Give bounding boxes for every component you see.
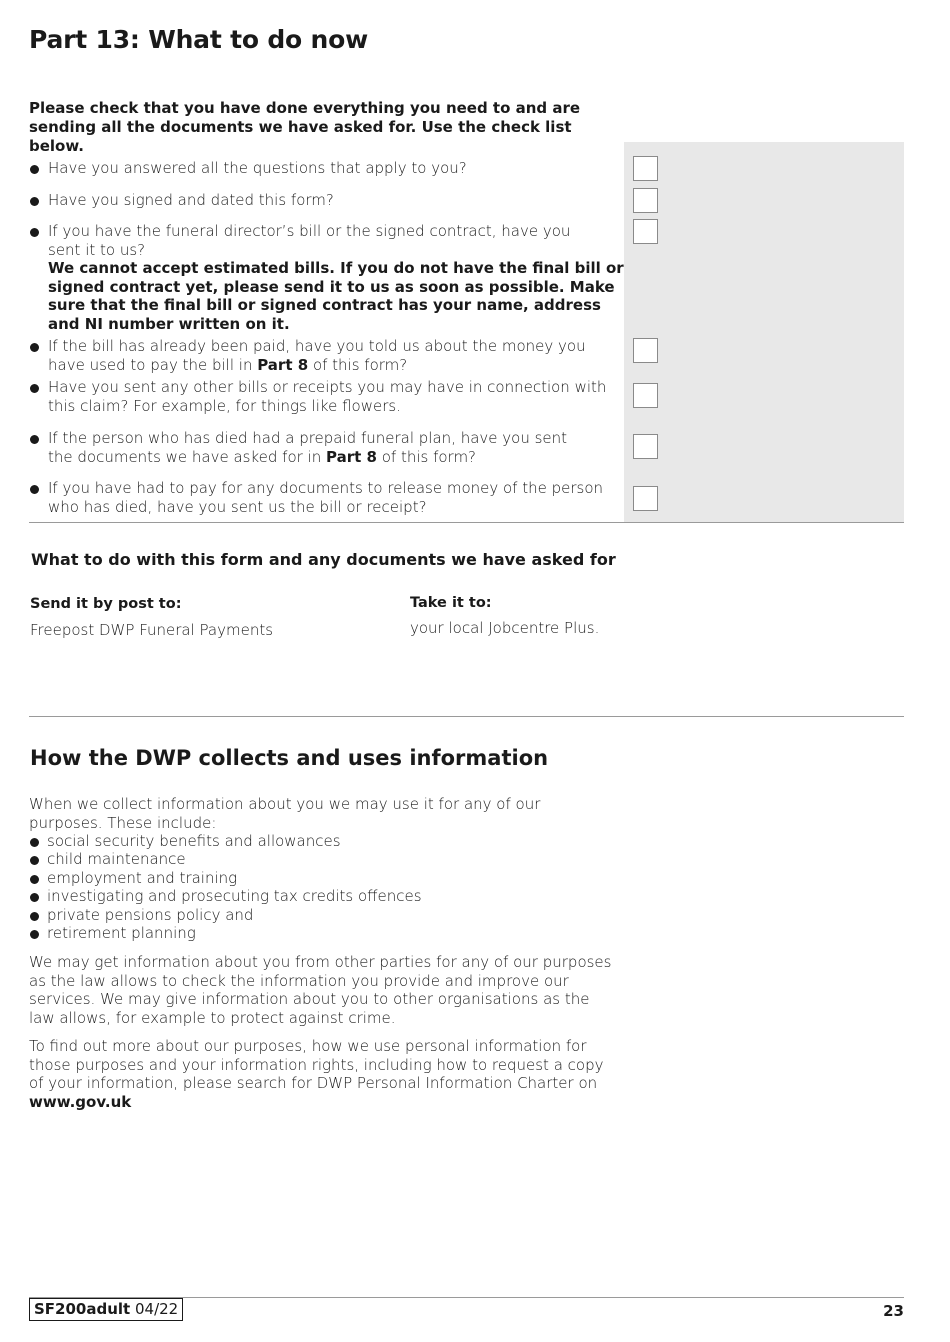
page-number: 23 — [883, 1302, 904, 1320]
take-location: your local Jobcentre Plus. — [410, 619, 600, 637]
dwp-heading: How the DWP collects and uses information — [30, 746, 549, 770]
checkbox-prepaid-plan[interactable] — [633, 434, 658, 459]
bullet-icon — [30, 197, 39, 206]
bullet-icon — [30, 384, 39, 393]
list-item: private pensions policy and — [29, 906, 422, 924]
checklist-item: Have you answered all the questions that apply to you? — [30, 159, 620, 178]
list-item: retirement planning — [29, 924, 422, 942]
take-label: Take it to: — [410, 595, 492, 611]
post-label: Send it by post to: — [30, 596, 182, 612]
dwp-intro: When we collect information about you we may use it for any of our purposes. These include: — [29, 795, 541, 832]
checklist-item: If the person who has died had a prepaid funeral plan, have you sent the documents we have asked for in Part 8 of this form? — [30, 429, 620, 466]
checkbox-signed-dated[interactable] — [633, 188, 658, 213]
divider — [29, 522, 904, 523]
checklist-item: Have you sent any other bills or receipts you may have in connection with this claim? For example, for things like flowers. — [30, 378, 620, 415]
checklist-item: If you have the funeral director’s bill or the signed contract, have you sent it to us? We cannot accept estimated bills. If you do not have the final bill or signed contract yet, please send it to us as soon as possible. Make sure that the final bill or signed contract has your name, address and NI number written on it. — [30, 222, 625, 333]
form-code: SF200adult — [34, 1300, 131, 1318]
bullet-icon — [30, 893, 39, 902]
bullet-icon — [30, 435, 39, 444]
checkbox-answered-questions[interactable] — [633, 156, 658, 181]
bullet-icon — [30, 485, 39, 494]
dwp-paragraph-1: We may get information about you from other parties for any of our purposes as the law allows to check the information you provide and improve our services. We may give information about you to other organisations as the law allows, for example to protect against crime. — [29, 953, 612, 1027]
checklist-intro: Please check that you have done everything you need to and are sending all the documents we have asked for. Use the check list below. — [29, 99, 581, 155]
list-item: child maintenance — [29, 850, 422, 868]
bullet-icon — [30, 343, 39, 352]
bullet-icon — [30, 912, 39, 921]
send-heading: What to do with this form and any documents we have asked for — [31, 550, 616, 569]
bullet-icon — [30, 228, 39, 237]
checkbox-release-documents[interactable] — [633, 486, 658, 511]
list-item: social security benefits and allowances — [29, 832, 422, 850]
checkbox-bill-paid[interactable] — [633, 338, 658, 363]
dwp-paragraph-2: To find out more about our purposes, how we use personal information for those purposes and your information rights, including how to request a copy of your information, please search for DWP Personal Information Charter on www.gov.uk — [29, 1037, 604, 1111]
form-code-box — [29, 1298, 183, 1321]
checkbox-other-bills[interactable] — [633, 383, 658, 408]
post-address: Freepost DWP Funeral Payments — [30, 621, 274, 639]
list-item: employment and training — [29, 869, 422, 887]
checklist-item: Have you signed and dated this form? — [30, 191, 620, 210]
list-item: investigating and prosecuting tax credits offences — [29, 887, 422, 905]
page-title: Part 13: What to do now — [29, 25, 368, 54]
bullet-icon — [30, 930, 39, 939]
bullet-icon — [30, 875, 39, 884]
bullet-icon — [30, 165, 39, 174]
checkbox-funeral-bill[interactable] — [633, 219, 658, 244]
checkbox-panel — [624, 142, 904, 522]
bullet-icon — [30, 856, 39, 865]
checklist-item: If the bill has already been paid, have you told us about the money you have used to pay the bill in Part 8 of this form? — [30, 337, 620, 374]
checklist-item: If you have had to pay for any documents to release money of the person who has died, have you sent us the bill or receipt? — [30, 479, 620, 516]
bullet-icon — [30, 838, 39, 847]
gov-uk-link[interactable]: www.gov.uk — [29, 1092, 132, 1111]
form-date: 04/22 — [135, 1300, 179, 1318]
purposes-list — [29, 832, 422, 942]
divider — [29, 716, 904, 717]
